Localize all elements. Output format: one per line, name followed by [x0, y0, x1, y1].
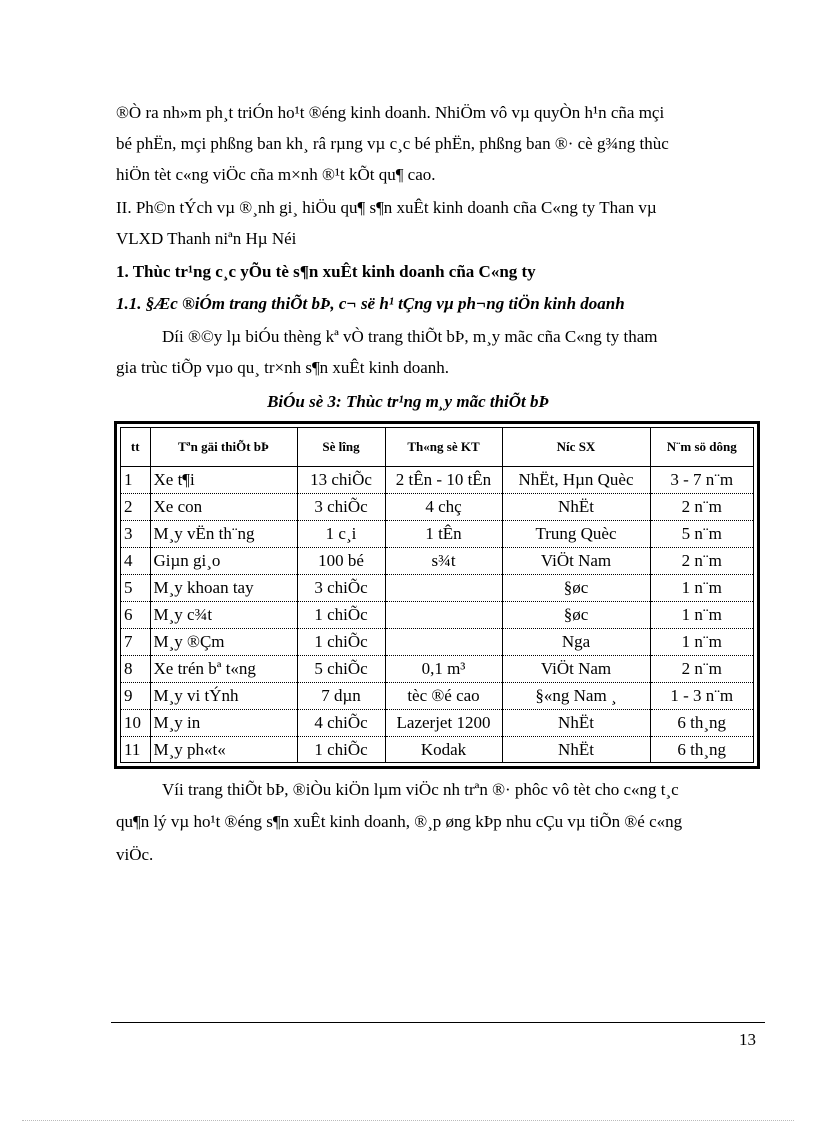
cell-spec: 0,1 m³	[385, 656, 502, 683]
cell-tt: 3	[121, 521, 150, 548]
cell-country: NhËt, Hµn Quèc	[502, 467, 650, 494]
cell-tt: 8	[121, 656, 150, 683]
cell-quantity: 7 dµn	[297, 683, 385, 710]
cell-tt: 5	[121, 575, 150, 602]
header-country: Níc SX	[502, 428, 650, 467]
cell-tt: 11	[121, 737, 150, 764]
paragraph-3-line-3: viÖc.	[116, 845, 154, 864]
table-row	[121, 656, 753, 683]
cell-years: 1 - 3 n¨m	[650, 683, 753, 710]
cell-tt: 10	[121, 710, 150, 737]
cell-name: M¸y ®Çm	[150, 629, 297, 656]
section-2-title-line-1: II. Ph©n tÝch vµ ®¸nh gi¸ hiÖu qu¶ s¶n xuÊt kinh doanh cña C«ng ty Than vµ	[116, 198, 657, 217]
header-name: Tªn gäi thiÕt bÞ	[150, 428, 297, 467]
cell-name: M¸y c¾t	[150, 602, 297, 629]
cell-spec	[385, 629, 502, 656]
table-row	[121, 629, 753, 656]
header-quantity: Sè lîng	[297, 428, 385, 467]
equipment-table	[121, 428, 753, 763]
paragraph-2-line-1: Díi ®©y lµ biÓu thèng kª vÒ trang thiÕt bÞ, m¸y mãc cña C«ng ty tham	[162, 327, 658, 346]
cell-years: 2 n¨m	[650, 548, 753, 575]
cell-quantity: 1 chiÕc	[297, 737, 385, 764]
cell-name: M¸y vi tÝnh	[150, 683, 297, 710]
cell-quantity: 5 chiÕc	[297, 656, 385, 683]
table-row	[121, 737, 753, 764]
cell-country: §«ng Nam ¸	[502, 683, 650, 710]
table-row	[121, 521, 753, 548]
cell-country: Nga	[502, 629, 650, 656]
cell-spec: s¾t	[385, 548, 502, 575]
cell-name: M¸y khoan tay	[150, 575, 297, 602]
cell-country: Trung Quèc	[502, 521, 650, 548]
paragraph-1-line-1: ®Ò ra nh»m ph¸t triÓn ho¹t ®éng kinh doanh. NhiÖm vô vµ quyÒn h¹n cña mçi	[116, 103, 665, 122]
cell-spec: 1 tÊn	[385, 521, 502, 548]
cell-years: 1 n¨m	[650, 629, 753, 656]
table-header-row	[121, 428, 753, 467]
cell-name: Xe con	[150, 494, 297, 521]
header-tt: tt	[121, 428, 150, 467]
cell-country: §øc	[502, 602, 650, 629]
section-2-title-line-2: VLXD Thanh niªn Hµ Néi	[116, 229, 297, 248]
footer-rule	[111, 1022, 765, 1023]
header-spec: Th«ng sè KT	[385, 428, 502, 467]
heading-1: 1. Thùc tr¹ng c¸c yÕu tè s¶n xuÊt kinh doanh cña C«ng ty	[116, 262, 536, 281]
cell-name: Giµn gi¸o	[150, 548, 297, 575]
table-row	[121, 548, 753, 575]
table-caption: BiÓu sè 3: Thùc tr¹ng m¸y mãc thiÕt bÞ	[267, 392, 549, 411]
cell-spec: Lazerjet 1200	[385, 710, 502, 737]
paragraph-3-line-2: qu¶n lý vµ ho¹t ®éng s¶n xuÊt kinh doanh, ®¸p øng kÞp nhu cÇu vµ tiÕn ®é c«ng	[116, 812, 683, 831]
cell-spec: tèc ®é cao	[385, 683, 502, 710]
cell-years: 2 n¨m	[650, 656, 753, 683]
cell-name: Xe t¶i	[150, 467, 297, 494]
cell-spec	[385, 602, 502, 629]
cell-name: M¸y ph«t«	[150, 737, 297, 764]
cell-name: M¸y vËn th¨ng	[150, 521, 297, 548]
cell-tt: 9	[121, 683, 150, 710]
heading-1-1: 1.1. §Æc ®iÓm trang thiÕt bÞ, c¬ së h¹ tÇng vµ ph¬ng tiÖn kinh doanh	[116, 294, 625, 313]
cell-quantity: 4 chiÕc	[297, 710, 385, 737]
table-row	[121, 683, 753, 710]
cell-years: 6 th¸ng	[650, 737, 753, 764]
cell-tt: 2	[121, 494, 150, 521]
cell-years: 6 th¸ng	[650, 710, 753, 737]
cell-quantity: 3 chiÕc	[297, 494, 385, 521]
cell-years: 2 n¨m	[650, 494, 753, 521]
paragraph-1-line-3: hiÖn tèt c«ng viÖc cña m×nh ®¹t kÕt qu¶ cao.	[116, 165, 436, 184]
cell-spec	[385, 575, 502, 602]
cell-spec: 4 chç	[385, 494, 502, 521]
cell-quantity: 1 chiÕc	[297, 602, 385, 629]
cell-tt: 6	[121, 602, 150, 629]
cell-tt: 4	[121, 548, 150, 575]
cell-tt: 7	[121, 629, 150, 656]
cell-quantity: 1 chiÕc	[297, 629, 385, 656]
table-row	[121, 710, 753, 737]
paragraph-2-line-2: gia trùc tiÕp vµo qu¸ tr×nh s¶n xuÊt kinh doanh.	[116, 358, 450, 377]
header-years: N¨m sö dông	[650, 428, 753, 467]
cell-country: NhËt	[502, 737, 650, 764]
cell-spec: Kodak	[385, 737, 502, 764]
table-row	[121, 467, 753, 494]
cell-years: 1 n¨m	[650, 575, 753, 602]
cell-country: ViÖt Nam	[502, 548, 650, 575]
cell-name: Xe trén bª t«ng	[150, 656, 297, 683]
table-row	[121, 494, 753, 521]
paragraph-3-line-1: Víi trang thiÕt bÞ, ®iÒu kiÖn lµm viÖc nh trªn ®· phôc vô tèt cho c«ng t¸c	[162, 780, 679, 799]
cell-name: M¸y in	[150, 710, 297, 737]
cell-country: NhËt	[502, 494, 650, 521]
cell-country: NhËt	[502, 710, 650, 737]
cell-quantity: 13 chiÕc	[297, 467, 385, 494]
page-bottom-border	[22, 1120, 794, 1121]
cell-years: 1 n¨m	[650, 602, 753, 629]
cell-quantity: 1 c¸i	[297, 521, 385, 548]
cell-years: 3 - 7 n¨m	[650, 467, 753, 494]
page-number: 13	[739, 1030, 756, 1049]
cell-country: §øc	[502, 575, 650, 602]
table-row	[121, 575, 753, 602]
cell-quantity: 3 chiÕc	[297, 575, 385, 602]
equipment-table-frame	[114, 421, 760, 769]
cell-years: 5 n¨m	[650, 521, 753, 548]
table-row	[121, 602, 753, 629]
paragraph-1-line-2: bé phËn, mçi phßng ban kh¸ râ rµng vµ c¸c bé phËn, phßng ban ®· cè g¾ng thùc	[116, 134, 669, 153]
cell-quantity: 100 bé	[297, 548, 385, 575]
cell-country: ViÖt Nam	[502, 656, 650, 683]
cell-tt: 1	[121, 467, 150, 494]
cell-spec: 2 tÊn - 10 tÊn	[385, 467, 502, 494]
